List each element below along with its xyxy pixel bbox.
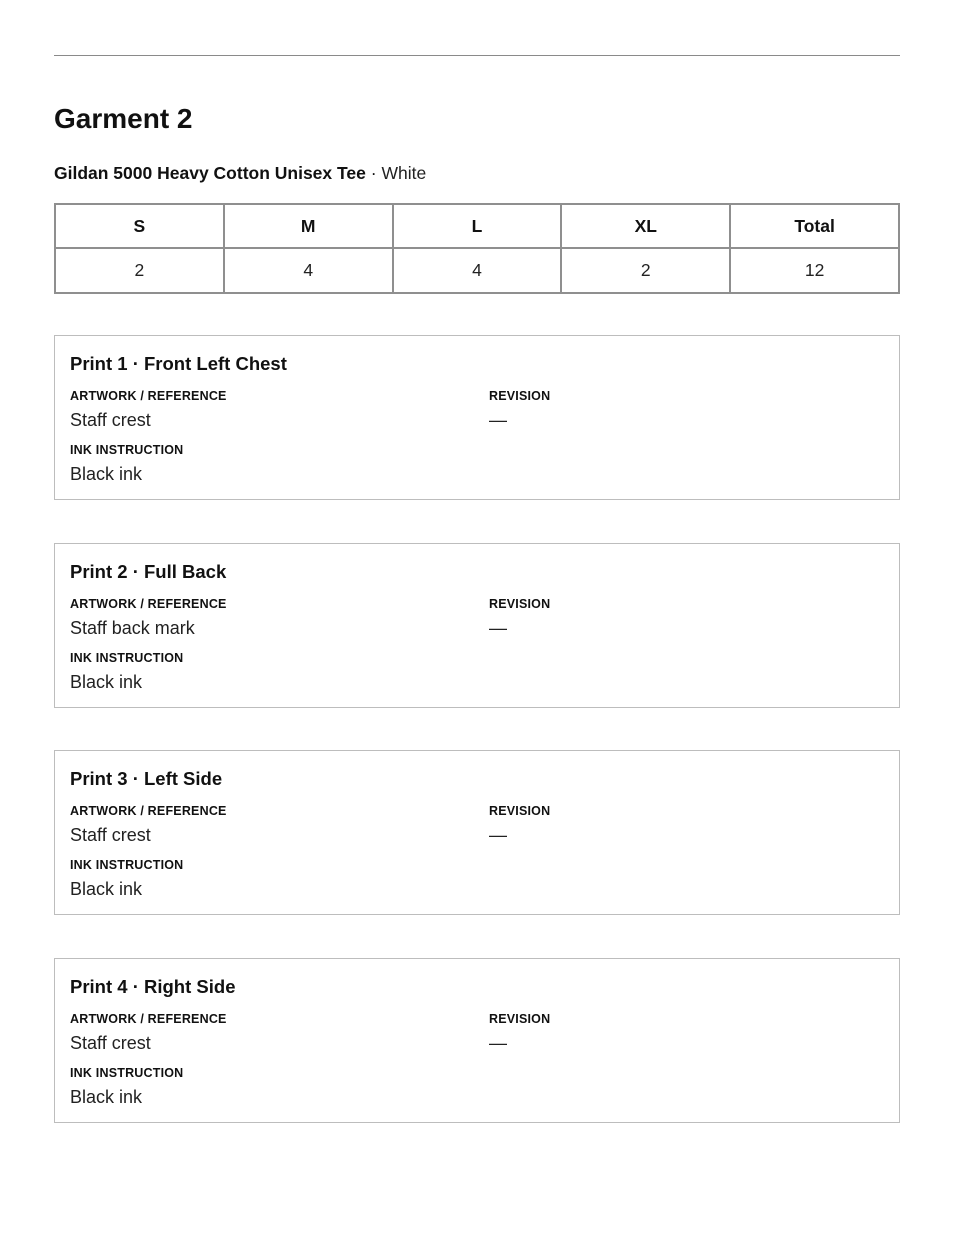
- size-quantity-table: [54, 203, 900, 294]
- product-separator: ·: [365, 163, 382, 183]
- ink-instruction-label: INK INSTRUCTION: [70, 651, 184, 665]
- artwork-label: ARTWORK / REFERENCE: [70, 597, 227, 611]
- artwork-value: Staff crest: [70, 410, 151, 430]
- size-quantity-row: [55, 248, 899, 293]
- product-color: White: [381, 163, 427, 183]
- print-card-3: [54, 750, 900, 915]
- revision-value: —: [489, 825, 507, 845]
- ink-instruction-label: INK INSTRUCTION: [70, 443, 184, 457]
- product-line: [54, 161, 426, 185]
- size-header-l: L: [393, 204, 562, 248]
- quantity-total: 12: [730, 248, 899, 293]
- artwork-value: Staff back mark: [70, 618, 195, 638]
- revision-value: —: [489, 618, 507, 638]
- ink-instruction-value: Black ink: [70, 672, 143, 692]
- ink-instruction-value: Black ink: [70, 464, 143, 484]
- quantity-xl: 2: [561, 248, 730, 293]
- revision-label: REVISION: [489, 389, 551, 403]
- revision-label: REVISION: [489, 804, 551, 818]
- ink-instruction-label: INK INSTRUCTION: [70, 858, 184, 872]
- size-header-total: Total: [730, 204, 899, 248]
- garment-title: Garment 2: [54, 103, 193, 134]
- artwork-value: Staff crest: [70, 1033, 151, 1053]
- quantity-m: 4: [224, 248, 393, 293]
- quantity-l: 4: [393, 248, 562, 293]
- ink-instruction-label: INK INSTRUCTION: [70, 1066, 184, 1080]
- size-header-xl: XL: [561, 204, 730, 248]
- size-header-row: [55, 204, 899, 248]
- artwork-label: ARTWORK / REFERENCE: [70, 804, 227, 818]
- print-title: Print 2 · Full Back: [70, 561, 227, 582]
- ink-instruction-value: Black ink: [70, 1087, 143, 1107]
- quantity-s: 2: [55, 248, 224, 293]
- product-name: Gildan 5000 Heavy Cotton Unisex Tee: [54, 163, 366, 183]
- size-header-s: S: [55, 204, 224, 248]
- print-title: Print 1 · Front Left Chest: [70, 353, 287, 374]
- print-title: Print 3 · Left Side: [70, 768, 223, 789]
- print-card-1: [54, 335, 900, 500]
- revision-value: —: [489, 1033, 507, 1053]
- revision-label: REVISION: [489, 1012, 551, 1026]
- revision-value: —: [489, 410, 507, 430]
- print-card-4: [54, 958, 900, 1123]
- ink-instruction-value: Black ink: [70, 879, 143, 899]
- size-header-m: M: [224, 204, 393, 248]
- top-divider: [54, 55, 900, 56]
- artwork-label: ARTWORK / REFERENCE: [70, 1012, 227, 1026]
- revision-label: REVISION: [489, 597, 551, 611]
- artwork-value: Staff crest: [70, 825, 151, 845]
- artwork-label: ARTWORK / REFERENCE: [70, 389, 227, 403]
- print-title: Print 4 · Right Side: [70, 976, 236, 997]
- print-card-2: [54, 543, 900, 708]
